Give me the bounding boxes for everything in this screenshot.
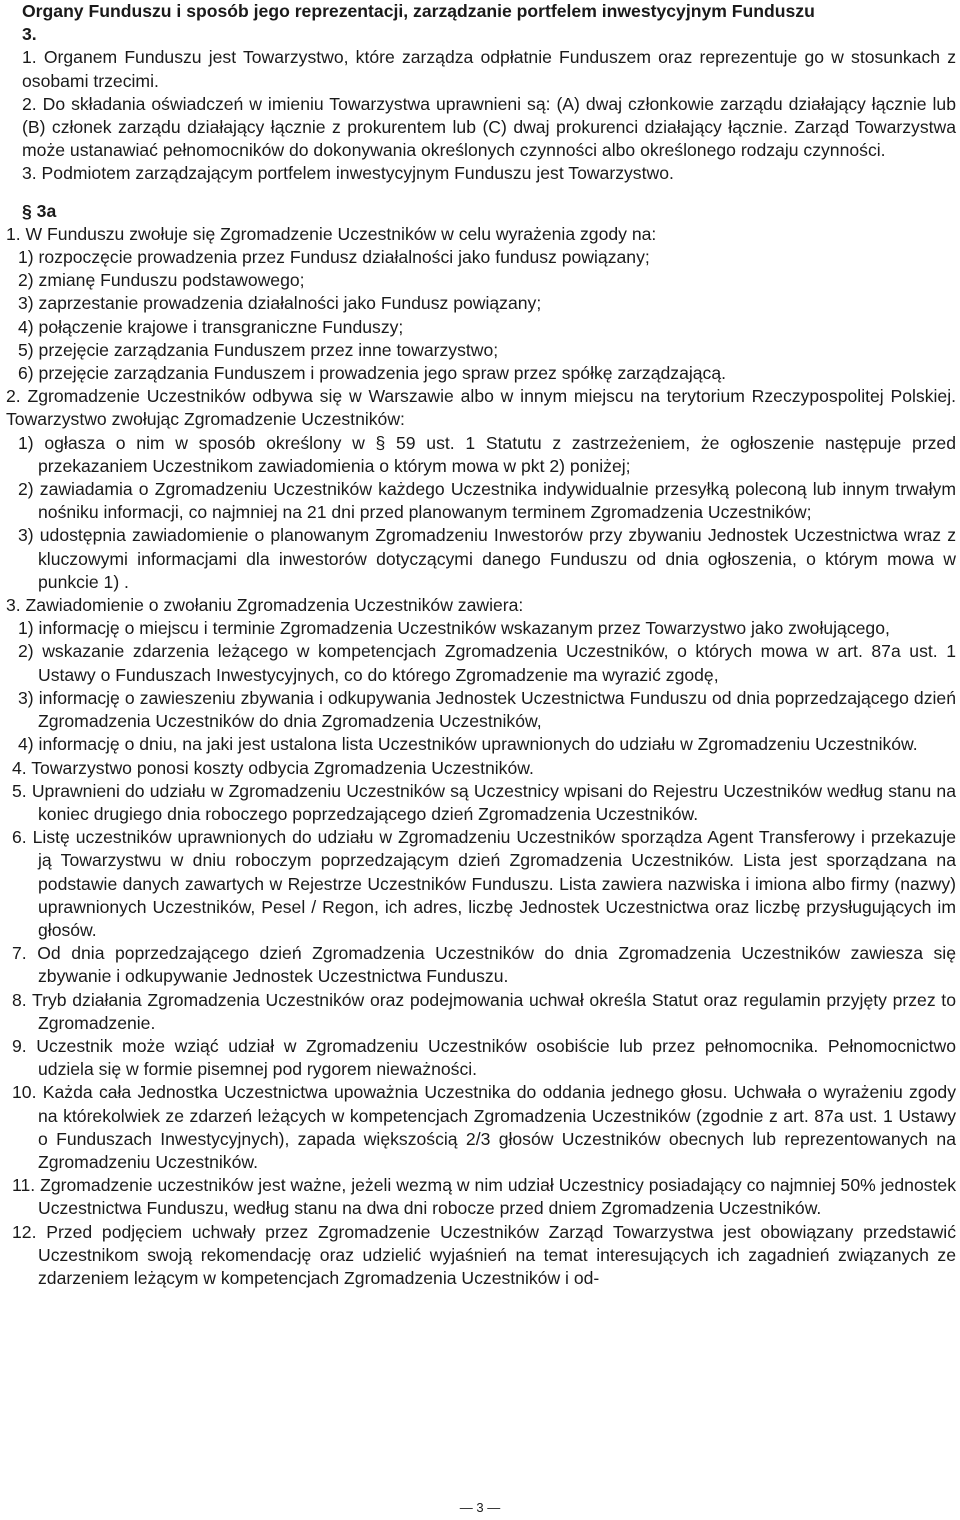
list-item: 1) informację o miejscu i terminie Zgromadzenia Uczestników wskazanym przez Towarzystwo jako zwołującego,: [18, 618, 890, 639]
list-item: 3) informację o zawieszeniu zbywania i odkupywania Jednostek Uczestnictwa Funduszu od dnia poprzedzającego dzień Zgromadzenia Uczestników do dnia Zgromadzenia Uczestników,: [18, 687, 956, 732]
list-item: 3) udostępnia zawiadomienie o planowanym Zgromadzeniu Inwestorów przy zbywaniu Jednostek Uczestnictwa wraz z kluczowymi informacjami dla inwestorów dotyczącymi danego Funduszu od dnia ogłoszenia, o którym mowa w punkcie 1) .: [18, 525, 956, 592]
section3a-paragraph-4: 4. Towarzystwo ponosi koszty odbycia Zgromadzenia Uczestników.: [12, 757, 534, 778]
list-item: 5) przejęcie zarządzania Funduszem przez inne towarzystwo;: [18, 339, 499, 360]
section3-paragraph-3: 3. Podmiotem zarządzającym portfelem inwestycyjnym Funduszu jest Towarzystwo.: [22, 163, 674, 184]
section3a-paragraph-2: 2. Zgromadzenie Uczestników odbywa się w Warszawie albo w innym miejscu na terytorium Rzeczypospolitej Polskiej. Towarzystwo zwołując Zgromadzenie Uczestników:: [6, 386, 956, 430]
section3a-paragraph-11: 11. Zgromadzenie uczestników jest ważne, jeżeli wezmą w nim udział Uczestnicy posiadający co najmniej 50% jednostek Uczestnictwa Funduszu, według stanu na dwa dni robocze przed dniem Zgromadzenia Uczestników.: [12, 1175, 956, 1219]
section3a-paragraph-3: 3. Zawiadomienie o zwołaniu Zgromadzenia Uczestników zawiera:: [6, 595, 524, 616]
section3a-paragraph-7: 7. Od dnia poprzedzającego dzień Zgromadzenia Uczestników do dnia Zgromadzenia Uczestników zawiesza się zbywanie i odkupywanie Jednostek Uczestnictwa Funduszu.: [12, 943, 956, 987]
list-item: 4) informację o dniu, na jaki jest ustalona lista Uczestników uprawnionych do udziału w Zgromadzeniu Uczestników.: [18, 734, 918, 755]
list-item: 2) zawiadamia o Zgromadzeniu Uczestników każdego Uczestnika indywidualnie przesyłką poleconą lub innym trwałym nośniku informacji, co najmniej na 21 dni przed planowanym terminem Zgromadzenia Uczestników;: [18, 479, 956, 523]
section-number-3: 3.: [22, 24, 37, 45]
list-item: 1) rozpoczęcie prowadzenia przez Fundusz działalności jako fundusz powiązany;: [18, 247, 650, 268]
section3a-paragraph-9: 9. Uczestnik może wziąć udział w Zgromadzeniu Uczestników osobiście lub przez pełnomocnika. Pełnomocnictwo udziela się w formie pisemnej pod rygorem nieważności.: [12, 1035, 956, 1080]
list-item: 1) ogłasza o nim w sposób określony w § 59 ust. 1 Statutu z zastrzeżeniem, że ogłoszenie następuje przed przekazaniem Uczestnikom zawiadomienia o którym mowa w pkt 2) poniżej;: [18, 432, 956, 476]
section3a-paragraph-10: 10. Każda cała Jednostka Uczestnictwa upoważnia Uczestnika do oddania jednego głosu. Uchwała o wyrażeniu zgody na którekolwiek ze zdarzeń leżących w kompetencjach Zgromadzenia Uczestników (zgodnie z art. 87a ust. 1 Ustawy o Funduszach Inwestycyjnych), zapada większością 2/3 głosów Uczestników obecnych lub reprezentowanych na Zgromadzeniu Uczestników.: [12, 1082, 956, 1172]
section3a-paragraph-6: 6. Listę uczestników uprawnionych do udziału w Zgromadzeniu Uczestników sporządza Agent Transferowy i przekazuje ją Towarzystwu w dniu roboczym poprzedzającym dzień Zgromadzenia Uczestników. Lista jest sporządzana na podstawie danych zawartych w Rejestrze Uczestników Funduszu. Lista zawiera nazwiska i imiona albo firmy (nazwy) uprawnionych Uczestników, Pesel / Regon, ich adres, liczbę Jednostek Uczestnictwa oraz liczbę przysługujących im głosów.: [12, 827, 956, 940]
list-item: 6) przejęcie zarządzania Funduszem i prowadzenia jego spraw przez spółkę zarządzającą.: [18, 363, 727, 384]
list-item: 2) wskazanie zdarzenia leżącego w kompetencjach Zgromadzenia Uczestników, o których mowa w art. 87a ust. 1 Ustawy o Funduszach Inwestycyjnych, co do którego Zgromadzenie ma wyrazić zgodę,: [18, 641, 956, 685]
list-item: 3) zaprzestanie prowadzenia działalności jako Fundusz powiązany;: [18, 293, 542, 314]
section3-paragraph-2: 2. Do składania oświadczeń w imieniu Towarzystwa uprawnieni są: (A) dwaj członkowie zarządu działający łącznie lub (B) członek zarządu działający łącznie z prokurentem lub (C) dwaj prokurenci działający łącznie. Zarząd Towarzystwa może ustanawiać pełnomocników do dokonywania określonych czynności albo określonego rodzaju czynności.: [22, 93, 956, 161]
section3a-paragraph-1: 1. W Funduszu zwołuje się Zgromadzenie Uczestników w celu wyrażenia zgody na:: [6, 223, 657, 244]
list-item: 2) zmianę Funduszu podstawowego;: [18, 270, 305, 291]
list-item: 4) połączenie krajowe i transgraniczne Funduszy;: [18, 316, 404, 337]
section-heading: Organy Funduszu i sposób jego reprezentacji, zarządzanie portfelem inwestycyjnym Funduszu: [22, 1, 815, 21]
section3-paragraph-1: 1. Organem Funduszu jest Towarzystwo, które zarządza odpłatnie Funduszem oraz reprezentuje go w stosunkach z osobami trzecimi.: [22, 47, 956, 91]
page-number: — 3 —: [459, 1500, 501, 1515]
section3a-paragraph-12: 12. Przed podjęciem uchwały przez Zgromadzenie Uczestników Zarząd Towarzystwa jest obowiązany przedstawić Uczestnikom swoją rekomendację oraz udzielić wyjaśnień na temat interesujących ich zagadnień związanych ze zdarzeniem leżącym w kompetencjach Zgromadzenia Uczestników i od-: [12, 1221, 956, 1288]
section-number-3a: § 3a: [22, 200, 57, 221]
section3a-paragraph-8: 8. Tryb działania Zgromadzenia Uczestników oraz podejmowania uchwał określa Statut oraz regulamin przyjęty przez to Zgromadzenie.: [12, 989, 956, 1033]
section3a-paragraph-5: 5. Uprawnieni do udziału w Zgromadzeniu Uczestników są Uczestnicy wpisani do Rejestru Uczestników według stanu na koniec drugiego dnia roboczego poprzedzającego dzień Zgromadzenia Uczestników.: [12, 780, 956, 824]
